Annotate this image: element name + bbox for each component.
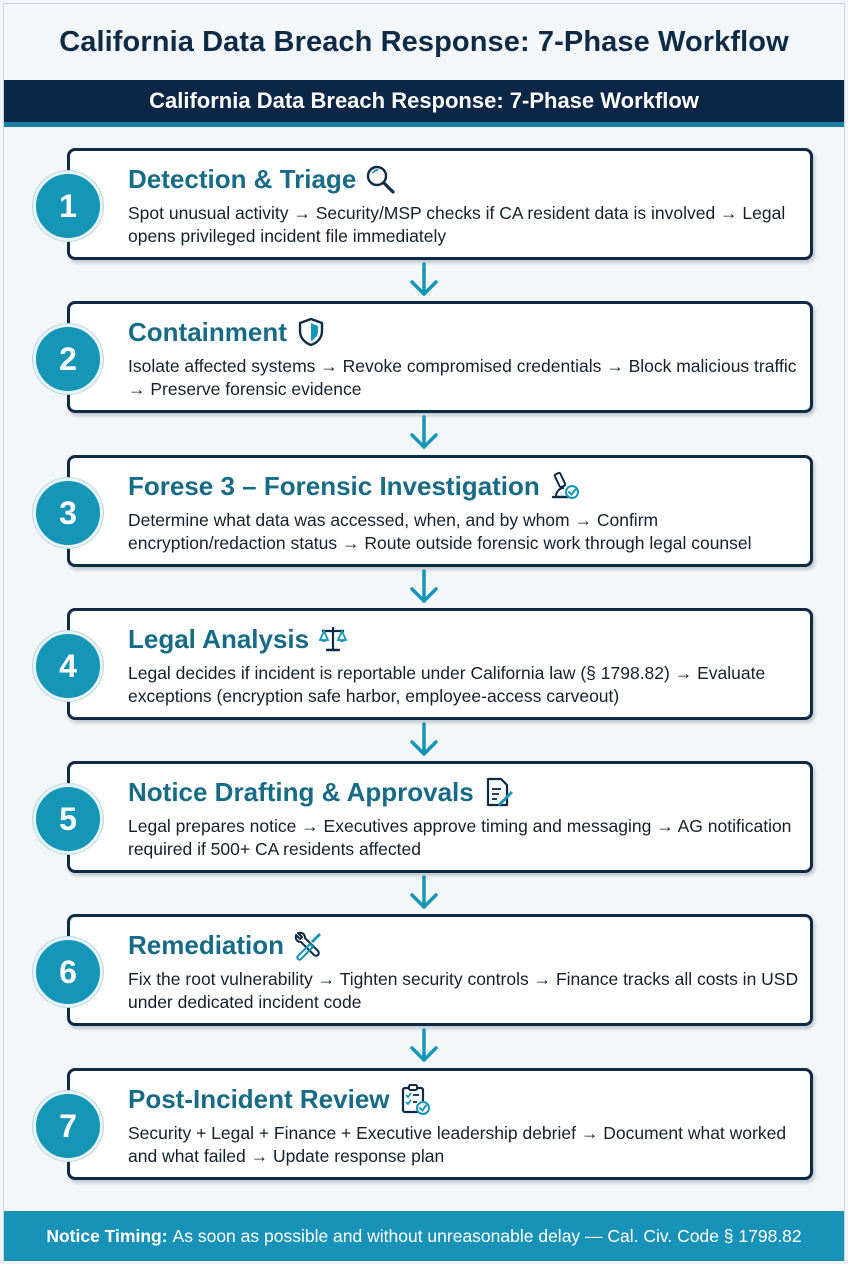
tools-icon (292, 929, 324, 961)
phase-card (67, 608, 813, 720)
document-edit-icon (482, 776, 514, 808)
phase-step-6 (0, 914, 848, 1026)
phase-number-badge: 3 (33, 478, 103, 548)
phase-card (67, 455, 813, 567)
phase-description: Fix the root vulnerability → Tighten security controls → Finance tracks all costs in USD under dedicated incident code (128, 969, 799, 1012)
phase-description: Determine what data was accessed, when, and by whom → Confirm encryption/redaction status → Route outside forensic work through legal counsel (128, 510, 752, 553)
phase-card (67, 148, 813, 260)
down-arrow-icon (408, 569, 440, 605)
phase-title-row (128, 316, 327, 348)
shield-icon (295, 316, 327, 348)
phase-title: Detection & Triage (128, 163, 357, 194)
phase-number-badge: 5 (33, 784, 103, 854)
down-arrow-icon (408, 1028, 440, 1064)
phase-card (67, 1068, 813, 1180)
phase-title-row (128, 163, 396, 195)
phase-description: Legal prepares notice → Executives approve timing and messaging → AG notification required if 500+ CA residents affected (128, 816, 792, 859)
phase-number-badge: 6 (33, 937, 103, 1007)
down-arrow-icon (408, 262, 440, 298)
phase-title: Containment (128, 316, 287, 347)
phase-step-2 (0, 301, 848, 413)
microscope-icon (548, 470, 580, 502)
phase-number-badge: 7 (33, 1091, 103, 1161)
phase-step-3 (0, 455, 848, 567)
phase-card (67, 301, 813, 413)
magnifier-icon (364, 163, 396, 195)
phase-title: Forese 3 – Forensic Investigation (128, 470, 540, 501)
phase-title-row (128, 776, 514, 808)
phase-description: Spot unusual activity → Security/MSP checks if CA resident data is involved → Legal opens privileged incident file immediately (128, 203, 786, 246)
down-arrow-icon (408, 722, 440, 758)
phase-step-1 (0, 148, 848, 260)
phase-step-4 (0, 608, 848, 720)
phase-title: Post-Incident Review (128, 1083, 390, 1114)
phase-title-row (128, 470, 580, 502)
notice-timing-footer (4, 1211, 844, 1261)
phase-title: Notice Drafting & Approvals (128, 776, 474, 807)
phase-step-7 (0, 1068, 848, 1180)
phase-title-row (128, 929, 324, 961)
phase-description: Security + Legal + Finance + Executive leadership debrief → Document what worked and what failed → Update response plan (128, 1123, 787, 1166)
page-title: California Data Breach Response: 7-Phase Workflow (59, 26, 789, 58)
phase-description: Legal decides if incident is reportable under California law (§ 1798.82) → Evaluate exceptions (encryption safe harbor, employee-access carveout) (128, 663, 766, 706)
phase-description: Isolate affected systems → Revoke compromised credentials → Block malicious traffic → Preserve forensic evidence (128, 356, 797, 399)
phase-title: Remediation (128, 929, 285, 960)
footer-text: As soon as possible and without unreasonable delay — Cal. Civ. Code § 1798.82 (172, 1225, 802, 1246)
phase-step-5 (0, 761, 848, 873)
footer-label: Notice Timing: (46, 1225, 168, 1246)
scales-icon (317, 623, 349, 655)
phase-card (67, 761, 813, 873)
phase-number-badge: 4 (33, 631, 103, 701)
title-banner: California Data Breach Response: 7-Phase Workflow (4, 80, 844, 127)
phase-title-row (128, 1083, 430, 1115)
phase-number-badge: 1 (33, 171, 103, 241)
down-arrow-icon (408, 415, 440, 451)
phase-title: Legal Analysis (128, 623, 310, 654)
down-arrow-icon (408, 875, 440, 911)
checklist-icon (398, 1083, 430, 1115)
phase-title-row (128, 623, 349, 655)
phase-card (67, 914, 813, 1026)
phase-number-badge: 2 (33, 324, 103, 394)
